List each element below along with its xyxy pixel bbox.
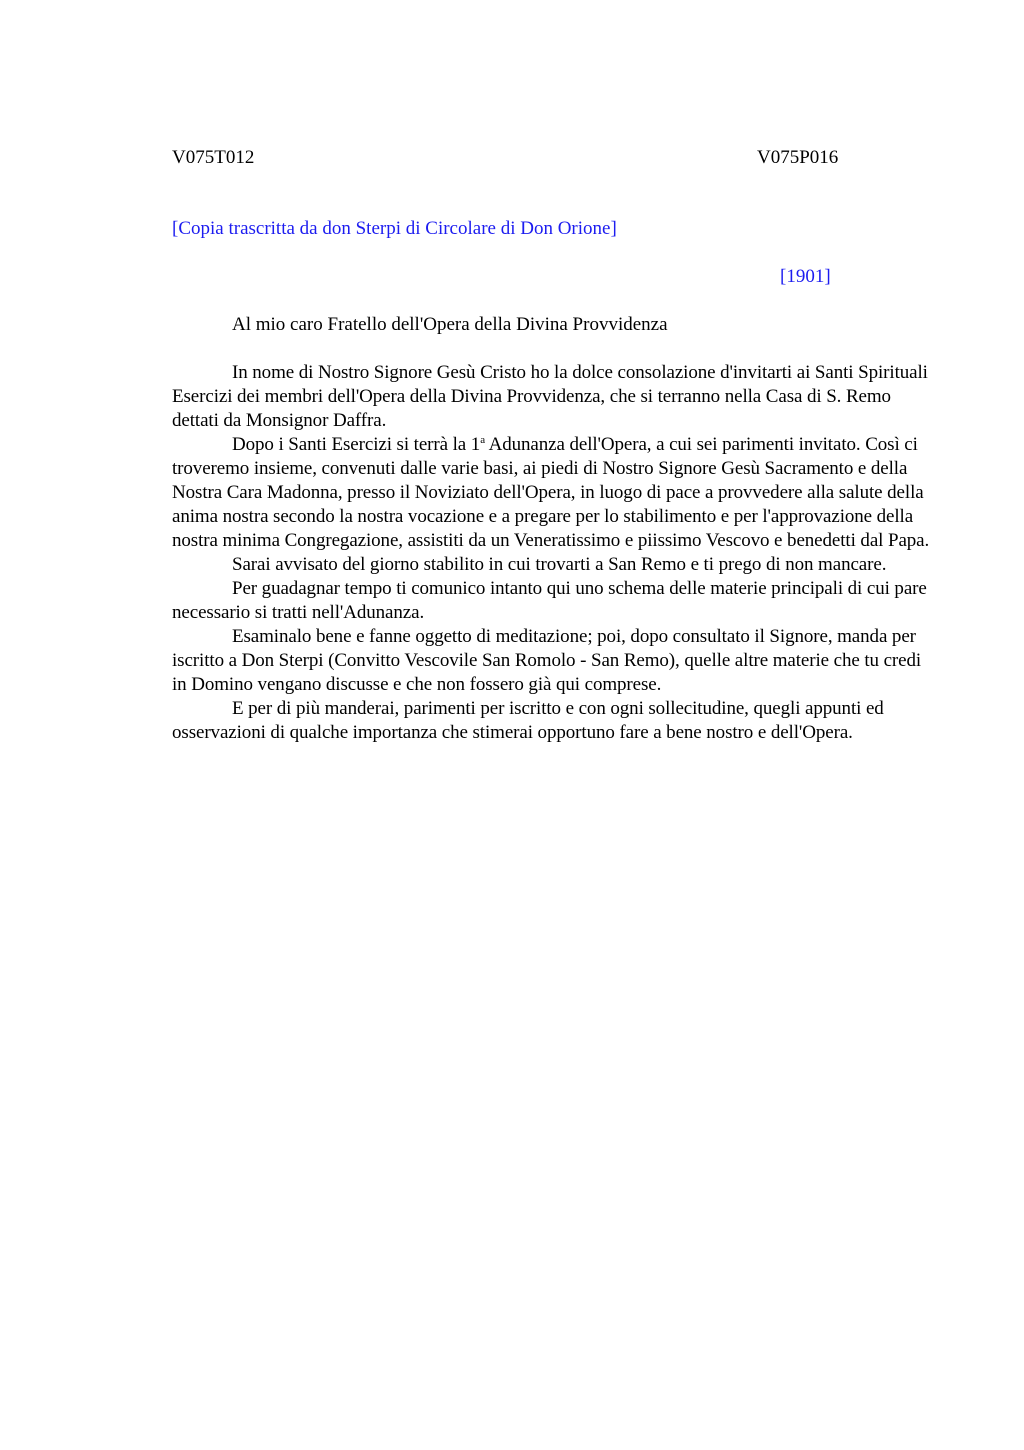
letter-paragraph-2 [172, 433, 932, 553]
paragraph-2-rest: Adunanza dell'Opera, a cui sei parimenti invitato. Così ci troveremo insieme, convenuti dalle varie basi, ai piedi di Nostro Signore Gesù Sacramento e della Nostra Cara Madonna, presso il Noviziato dell'Opera, in luogo di pace a provvedere alla salute della anima nostra secondo la nostra vocazione e a pregare per lo stabilimento e per l'approvazione della nostra minima Congregazione, assistiti da un Veneratissimo e piissimo Vescovo e benedetti dal Papa. [172, 434, 930, 551]
letter-paragraph-3: Sarai avvisato del giorno stabilito in cui trovarti a San Remo e ti prego di non mancare. [232, 554, 887, 575]
letter-paragraph-1: In nome di Nostro Signore Gesù Cristo ho la dolce consolazione d'invitarti ai Santi Spirituali Esercizi dei membri dell'Opera della Divina Provvidenza, che si terranno nella Casa di S. Remo dettati da Monsignor Daffra. [172, 362, 928, 431]
transcription-note: [Copia trascritta da don Sterpi di Circolare di Don Orione] [172, 218, 617, 239]
document-code-right: V075P016 [757, 147, 839, 168]
date-note: [1901] [780, 266, 831, 287]
letter-paragraph-5: Esaminalo bene e fanne oggetto di meditazione; poi, dopo consultato il Signore, manda per iscritto a Don Sterpi (Convitto Vescovile San Romolo - San Remo), quelle altre materie che tu credi in Domino vengano discusse e che non fossero già qui comprese. [172, 626, 922, 695]
ordinal-superscript: a [480, 434, 485, 446]
paragraph-2-start: Dopo i Santi Esercizi si terrà la 1 [232, 434, 481, 455]
letter-paragraph-4: Per guadagnar tempo ti comunico intanto qui uno schema delle materie principali di cui pare necessario si tratti nell'Adunanza. [172, 578, 927, 623]
letter-paragraph-6: E per di più manderai, parimenti per iscritto e con ogni sollecitudine, quegli appunti ed osservazioni di qualche importanza che stimerai opportuno fare a bene nostro e dell'Opera. [172, 698, 884, 743]
letter-salutation: Al mio caro Fratello dell'Opera della Divina Provvidenza [232, 314, 668, 335]
document-code-left: V075T012 [172, 147, 255, 168]
letter-body [172, 361, 932, 745]
